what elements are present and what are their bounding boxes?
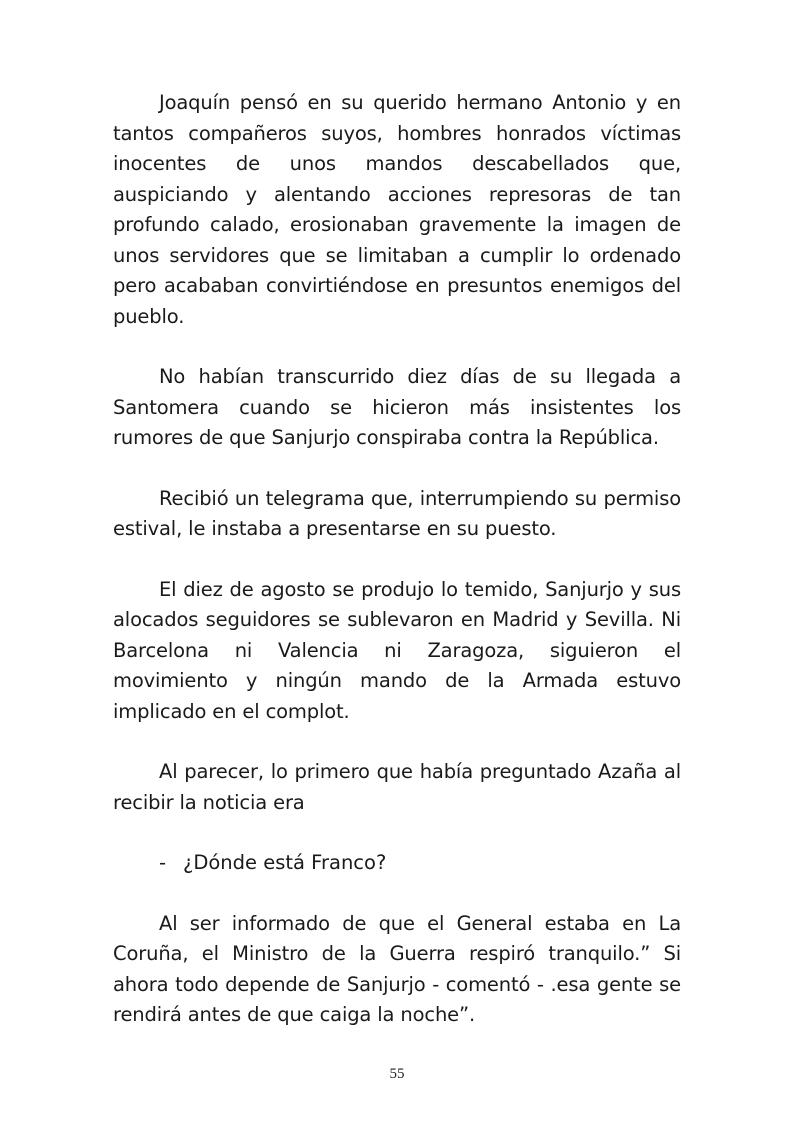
page-body [113,88,681,1061]
dialogue-dash: - [159,851,167,874]
paragraph-1: Joaquín pensó en su querido hermano Antonio y en tantos compañeros suyos, hombres honrados víctimas inocentes de unos mandos descabellados que, auspiciando y alentando acciones represoras de tan profundo calado, erosionaban gravemente la imagen de unos servidores que se limitaban a cumplir lo ordenado pero acababan convirtiéndose en presuntos enemigos del pueblo. [113,91,681,328]
paragraph-5: Al parecer, lo primero que había preguntado Azaña al recibir la noticia era [113,760,681,814]
page-number: 55 [389,1066,405,1082]
dialogue-line [159,848,681,879]
paragraph-3: Recibió un telegrama que, interrumpiendo su permiso estival, le instaba a presentarse en su puesto. [113,486,681,540]
paragraph-6: Al ser informado de que el General estaba en La Coruña, el Ministro de la Guerra respiró tranquilo.” Si ahora todo depende de Sanjurjo - comentó - .esa gente se rendirá antes de que caiga la noche”. [113,911,681,1026]
dialogue-text: ¿Dónde está Franco? [183,851,387,874]
paragraph-2: No habían transcurrido diez días de su llegada a Santomera cuando se hicieron más insistentes los rumores de que Sanjurjo conspiraba contra la República. [113,365,681,449]
paragraph-4: El diez de agosto se produjo lo temido, Sanjurjo y sus alocados seguidores se sublevaron en Madrid y Sevilla. Ni Barcelona ni Valencia ni Zaragoza, siguieron el movimiento y ningún mando de la Armada estuvo implicado en el complot. [113,577,681,723]
